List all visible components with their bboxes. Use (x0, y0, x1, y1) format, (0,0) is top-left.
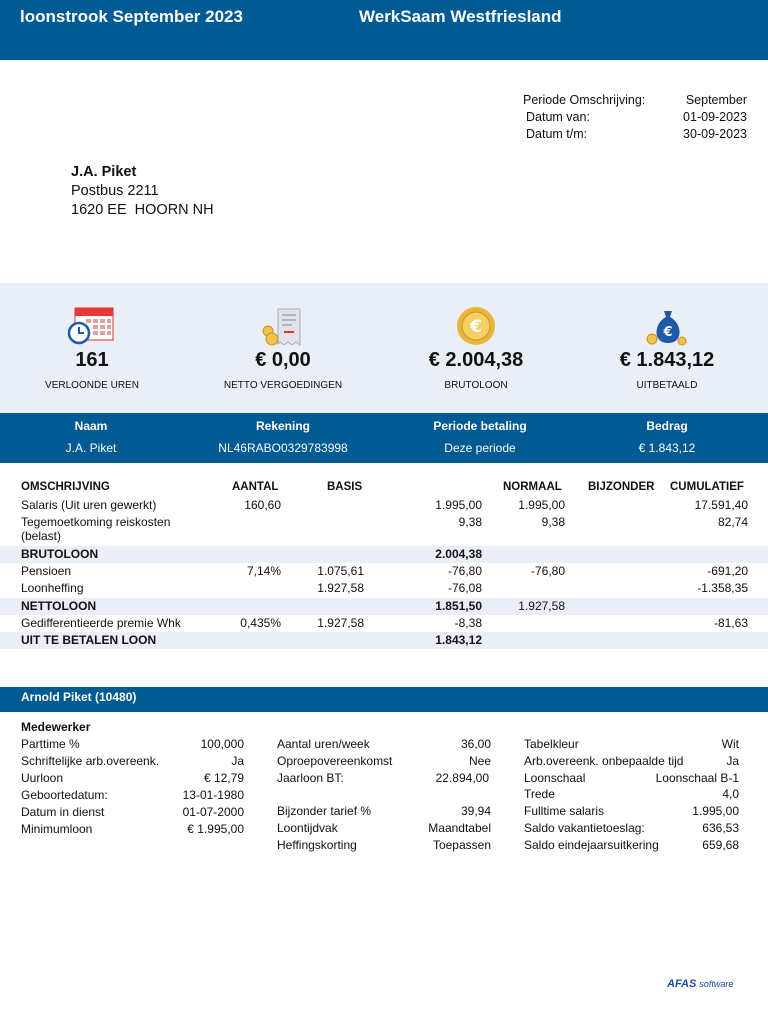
row-description: UIT TE BETALEN LOON (21, 633, 157, 647)
col-header-description: OMSCHRIJVING (21, 481, 110, 493)
row-bedrag: -8,38 (454, 616, 482, 630)
section-title: Medewerker (21, 720, 91, 734)
detail-value: Loonschaal B-1 (655, 771, 739, 785)
bank-value-account: NL46RABO0329783998 (218, 441, 348, 455)
row-bedrag: 1.995,00 (435, 498, 482, 512)
detail-value: Nee (468, 754, 491, 768)
detail-value: 100,000 (200, 737, 244, 751)
detail-value: 36,00 (460, 737, 491, 751)
detail-value: Wit (721, 737, 739, 751)
detail-value: Ja (726, 754, 739, 768)
detail-value: 22.894,00 (435, 771, 489, 785)
detail-value: Ja (231, 754, 244, 768)
detail-value: € 1.995,00 (187, 822, 244, 836)
detail-value: 659,68 (702, 838, 739, 852)
detail-value: Maandtabel (428, 821, 491, 835)
row-normaal: 9,38 (541, 515, 565, 529)
row-cumulatief: -81,63 (713, 616, 748, 630)
table-row (0, 498, 768, 515)
detail-label: Fulltime salaris (524, 804, 605, 818)
employee-details (0, 720, 768, 860)
row-description-cont: (belast) (21, 529, 62, 543)
row-bedrag: -76,08 (447, 581, 482, 595)
detail-label: Aantal uren/week (277, 737, 370, 751)
bank-header-name: Naam (74, 419, 108, 433)
table-row-total (0, 632, 768, 649)
payslip-title: loonstrook September 2023 (20, 7, 243, 26)
detail-label: Bijzonder tarief % (277, 804, 372, 818)
detail-label: Tabelkleur (524, 737, 579, 751)
row-normaal: -76,80 (530, 564, 565, 578)
period-value: 30-09-2023 (683, 127, 747, 141)
receipt-coins-icon (260, 307, 306, 347)
row-aantal: 0,435% (240, 616, 281, 630)
payment-band (0, 413, 768, 463)
company-name: WerkSaam Westfriesland (359, 7, 562, 26)
detail-value: 13-01-1980 (182, 788, 244, 802)
employee-bar (0, 687, 768, 712)
period-label: Periode Omschrijving: (523, 93, 646, 107)
bank-value-name: J.A. Piket (65, 441, 117, 455)
header-bar (0, 0, 768, 60)
bank-header-account: Rekening (255, 419, 310, 433)
detail-value: 01-07-2000 (182, 805, 244, 819)
kpi-label: BRUTOLOON (444, 380, 508, 391)
detail-value: € 12,79 (203, 771, 244, 785)
period-label: Datum t/m: (526, 127, 588, 141)
kpi-band (0, 283, 768, 413)
row-aantal: 160,60 (244, 498, 281, 512)
detail-label: Schriftelijke arb.overeenk. (21, 754, 160, 768)
col-header-basis: BASIS (327, 481, 363, 493)
address-line-1: Postbus 2211 (71, 183, 159, 199)
row-normaal: 1.927,58 (518, 599, 565, 613)
detail-label: Trede (524, 787, 555, 801)
detail-label: Loontijdvak (277, 821, 338, 835)
kpi-value: € 2.004,38 (428, 349, 524, 371)
row-aantal: 7,14% (246, 564, 281, 578)
period-value: 01-09-2023 (683, 110, 747, 124)
detail-label: Jaarloon BT: (277, 771, 344, 785)
row-description: Loonheffing (21, 581, 84, 595)
detail-label: Minimumloon (21, 822, 93, 836)
row-description: NETTOLOON (21, 599, 97, 613)
detail-value: 4,0 (722, 787, 739, 801)
detail-label: Datum in dienst (21, 805, 105, 819)
detail-label: Parttime % (21, 737, 80, 751)
row-bedrag: -76,80 (447, 564, 482, 578)
table-row-subtotal (0, 546, 768, 563)
row-normaal: 1.995,00 (518, 498, 565, 512)
period-info (520, 93, 750, 148)
employee-name: Arnold Piket (10480) (21, 690, 137, 704)
col-header-bijzonder: BIJZONDER (588, 481, 655, 493)
table-row (0, 564, 768, 581)
detail-label: Uurloon (21, 771, 64, 785)
address-line-2: 1620 EE HOORN NH (71, 202, 214, 218)
row-bedrag: 2.004,38 (435, 547, 482, 561)
col-header-aantal: AANTAL (232, 481, 279, 493)
row-basis: 1.075,61 (317, 564, 364, 578)
detail-label: Saldo eindejaarsuitkering (524, 838, 659, 852)
table-row (0, 515, 768, 545)
table-row (0, 616, 768, 633)
row-description: Salaris (Uit uren gewerkt) (21, 498, 157, 512)
kpi-label: NETTO VERGOEDINGEN (223, 380, 343, 391)
row-basis: 1.927,58 (317, 616, 364, 630)
table-row-subtotal (0, 598, 768, 615)
svg-text:€: € (663, 325, 673, 340)
table-row (0, 581, 768, 598)
detail-label: Loonschaal (524, 771, 586, 785)
calendar-clock-icon (67, 305, 117, 345)
kpi-value: € 1.843,12 (619, 349, 715, 371)
detail-value: Toepassen (432, 838, 491, 852)
afas-logo (667, 978, 733, 990)
detail-label: Arb.overeenk. onbepaalde tijd (524, 754, 684, 768)
detail-value: 636,53 (702, 821, 739, 835)
kpi-value: € 0,00 (255, 349, 311, 371)
svg-text:€: € (470, 317, 482, 337)
kpi-value: 161 (75, 349, 109, 371)
row-cumulatief: -691,20 (707, 564, 748, 578)
detail-label: Geboortedatum: (21, 788, 108, 802)
detail-label: Oproepovereenkomst (277, 754, 393, 768)
row-description: BRUTOLOON (21, 547, 99, 561)
row-description: Tegemoetkoming reiskosten (21, 515, 171, 529)
row-description: Pensioen (21, 564, 72, 578)
salary-table (0, 481, 768, 651)
row-bedrag: 1.843,12 (435, 633, 482, 647)
money-bag-icon (644, 305, 690, 347)
row-cumulatief: 82,74 (717, 515, 748, 529)
detail-value: 1.995,00 (692, 804, 739, 818)
period-label: Datum van: (526, 110, 590, 124)
address-block (71, 163, 214, 220)
bank-value-period: Deze periode (444, 441, 516, 455)
row-basis: 1.927,58 (317, 581, 364, 595)
detail-label: Saldo vakantietoeslag: (524, 821, 645, 835)
detail-value: 39,94 (460, 804, 491, 818)
kpi-label: UITBETAALD (636, 380, 698, 391)
row-bedrag: 1.851,50 (435, 599, 482, 613)
period-value: September (685, 93, 747, 107)
logo-sub: software (699, 979, 734, 989)
row-cumulatief: 17.591,40 (694, 498, 748, 512)
row-cumulatief: -1.358,35 (697, 581, 748, 595)
bank-value-amount: € 1.843,12 (638, 441, 696, 455)
bank-header-amount: Bedrag (646, 419, 688, 433)
row-description: Gedifferentieerde premie Whk (21, 616, 181, 630)
detail-label: Heffingskorting (277, 838, 357, 852)
recipient-name: J.A. Piket (71, 164, 137, 180)
row-bedrag: 9,38 (458, 515, 482, 529)
col-header-cumulatief: CUMULATIEF (670, 481, 744, 493)
euro-coin-icon (456, 306, 496, 346)
col-header-normaal: NORMAAL (503, 481, 562, 493)
kpi-label: VERLOONDE UREN (45, 380, 139, 391)
logo-main: AFAS (667, 978, 697, 990)
bank-header-period: Periode betaling (433, 419, 527, 433)
